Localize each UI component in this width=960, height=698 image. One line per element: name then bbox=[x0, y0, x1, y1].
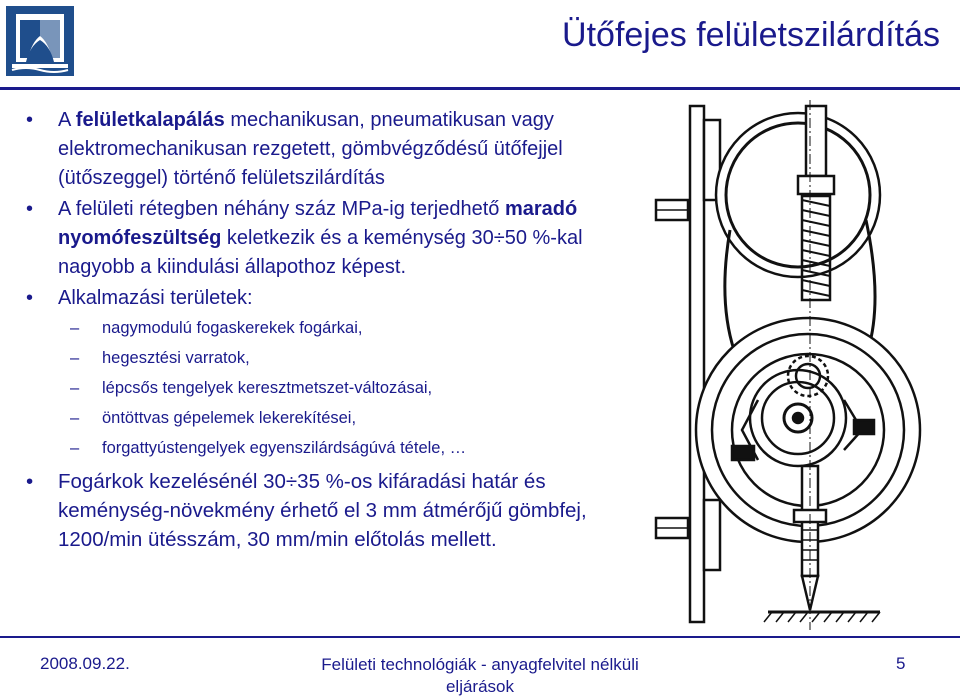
bold-term: maradó nyomófeszültség bbox=[58, 198, 578, 249]
bullet-3: • Alkalmazási területek: bbox=[26, 284, 626, 313]
bullet-dot: • bbox=[26, 109, 34, 131]
page-title: Ütőfejes felületszilárdítás bbox=[562, 16, 940, 54]
header-divider bbox=[0, 87, 960, 90]
bold-term: felületkalapálás bbox=[75, 109, 225, 131]
footer-date: 2008.09.22. bbox=[40, 654, 130, 673]
page-number: 5 bbox=[896, 654, 906, 673]
bullet-4: • Fogárkok kezelésénél 30÷35 %-os kifáradási határ és keménység-növekmény érhető el 3 mm átmérőjű gömbfej, 1200/min ütésszám, 30 mm/min előtolás mellett. bbox=[26, 467, 626, 554]
bullet-2: • A felületi rétegben néhány száz MPa-ig terjedhető maradó nyomófeszültség keletkezik és a keménység 30÷50 %-kal nagyobb a kiindulási állapothoz képest. bbox=[26, 195, 626, 282]
sub-bullet: – lépcsős tengelyek keresztmetszet-változásai, bbox=[70, 379, 433, 397]
bullet-dot: • bbox=[26, 287, 34, 309]
bullet-1: • A felületkalapálás mechanikusan, pneumatikusan vagy elektromechanikusan rezgetett, gömbvégződésű ütőfejjel (ütőszeggel) történő felületszilárdítás bbox=[26, 106, 626, 193]
slide-content bbox=[26, 106, 626, 556]
sub-bullet: – forgattyústengelyek egyenszilárdságúvá tétele, … bbox=[70, 439, 467, 457]
footer-title: Felületi technológiák - anyagfelvitel nélküli eljárások bbox=[321, 655, 639, 696]
sub-bullet: – hegesztési varratok, bbox=[70, 349, 250, 367]
peening-device-drawing bbox=[648, 100, 948, 640]
institution-logo bbox=[6, 6, 74, 76]
bullet-dot: • bbox=[26, 198, 34, 220]
bullet-dot: • bbox=[26, 470, 34, 493]
sub-bullet: – nagymodulú fogaskerekek fogárkai, bbox=[70, 319, 363, 337]
sub-bullet: – öntöttvas gépelemek lekerekítései, bbox=[70, 409, 357, 427]
footer-divider bbox=[0, 636, 960, 638]
